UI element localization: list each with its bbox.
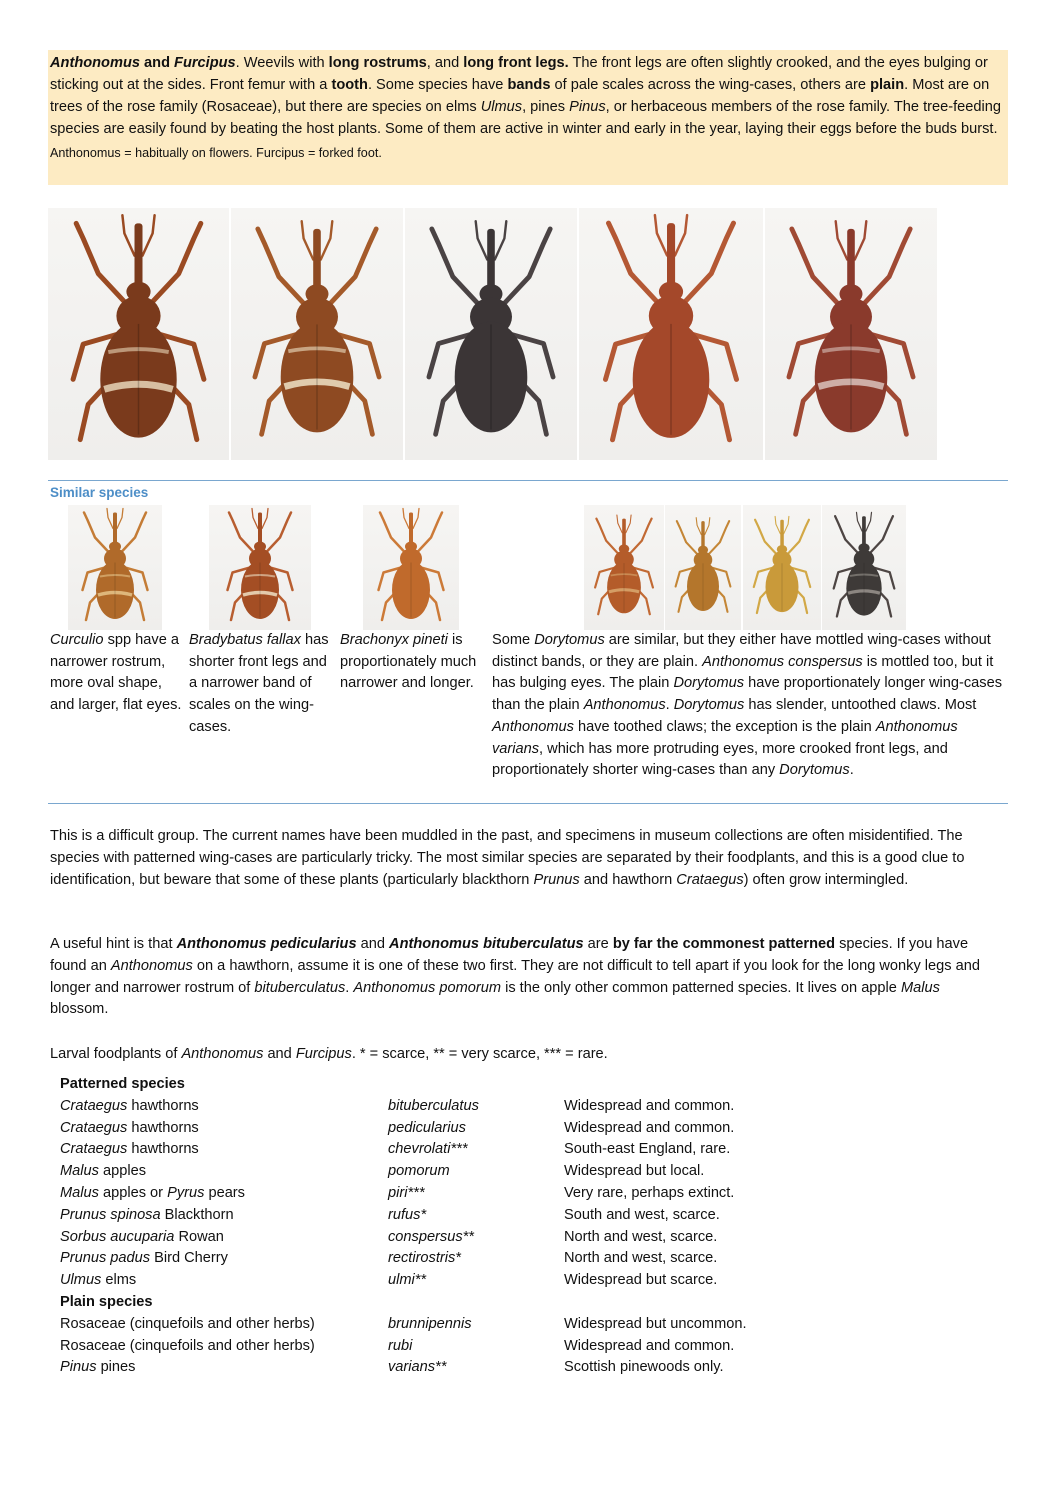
similar-species-heading: Similar species	[50, 485, 149, 500]
species-cell: ulmi**	[388, 1272, 427, 1289]
plain-rows	[60, 1314, 747, 1379]
status-cell: Widespread but scarce.	[564, 1272, 718, 1289]
caption-brachonyx: Brachonyx pineti is proportionately much narrower and longer.	[340, 632, 477, 692]
status-cell: North and west, scarce.	[564, 1250, 718, 1267]
caption-dorytomus: Some Dorytomus are similar, but they either have mottled wing-cases without distinct bands, or they are plain. Anthonomus conspersus is mottled too, but it has bulging eyes. The plain Dorytomus have proportionately longer wing-cases than the plain Anthonomus. Dorytomus has slender, untoothed claws. Most Anthonomus have toothed claws; the exception is the plain Anthonomus varians, which has more protruding eyes, more crooked front legs, and proportionately shorter wing-cases than any Dorytomus.	[492, 632, 1003, 779]
species-cell: pedicularius	[388, 1119, 466, 1136]
patterned-rows	[60, 1096, 735, 1292]
curculio-photo	[68, 505, 162, 630]
status-cell: Widespread but local.	[564, 1163, 705, 1180]
section-divider-bottom	[48, 803, 1008, 804]
status-cell: South and west, scarce.	[564, 1206, 720, 1223]
table-row	[60, 1205, 720, 1227]
status-cell: South-east England, rare.	[564, 1141, 731, 1158]
status-cell: Widespread but uncommon.	[564, 1315, 747, 1332]
species-cell: rectirostris*	[388, 1250, 461, 1267]
difficulty-paragraph: This is a difficult group. The current names have been muddled in the past, and specimens in museum collections are often misidentified. The species with patterned wing-cases are particularly tricky. The most similar species are separated by their foodplants, and this is a good clue to identification, but beware that some of these plants (particularly blackthorn Prunus and hawthorn Crataegus) often grow intermingled.	[50, 828, 965, 888]
foodplant-cell: Prunus padus Bird Cherry	[60, 1250, 228, 1267]
status-cell: Very rare, perhaps extinct.	[564, 1184, 735, 1201]
foodplant-cell: Malus apples	[60, 1163, 146, 1180]
species-cell: varians**	[388, 1359, 447, 1376]
table-row	[60, 1161, 705, 1183]
weevil-photo-2	[231, 208, 403, 460]
table-row	[60, 1248, 718, 1270]
foodplant-cell: Pinus pines	[60, 1359, 136, 1376]
caption-bradybatus: Bradybatus fallax has shorter front legs and a narrower band of scales on the wing-cases.	[189, 632, 329, 735]
foodplant-table	[60, 1074, 747, 1379]
species-cell: pomorum	[388, 1163, 450, 1180]
table-row	[60, 1183, 735, 1205]
table-row	[60, 1314, 747, 1336]
foodplant-cell: Rosaceae (cinquefoils and other herbs)	[60, 1315, 315, 1332]
caption-curculio: Curculio spp have a narrower rostrum, more oval shape, and larger, flat eyes.	[50, 632, 182, 714]
weevil-photo-1	[48, 208, 229, 460]
status-cell: Widespread and common.	[564, 1337, 735, 1354]
weevil-photo-3	[405, 208, 577, 460]
foodplant-cell: Sorbus aucuparia Rowan	[60, 1228, 224, 1245]
dorytomus-photo-3	[743, 505, 821, 630]
status-cell: Scottish pinewoods only.	[564, 1359, 724, 1376]
section-divider-top	[48, 480, 1008, 481]
status-cell: Widespread and common.	[564, 1119, 735, 1136]
foodplant-cell: Crataegus hawthorns	[60, 1097, 199, 1114]
status-cell: North and west, scarce.	[564, 1228, 718, 1245]
brachonyx-photo	[363, 505, 459, 630]
species-cell: conspersus**	[388, 1228, 474, 1245]
etymology-note: Anthonomus = habitually on flowers. Furcipus = forked foot.	[50, 146, 382, 160]
dorytomus-photo-4	[822, 505, 906, 630]
species-cell: brunnipennis	[388, 1315, 472, 1332]
patterned-species-heading: Patterned species	[60, 1076, 185, 1092]
foodplant-cell: Ulmus elms	[60, 1272, 137, 1289]
foodplant-cell: Rosaceae (cinquefoils and other herbs)	[60, 1337, 315, 1354]
foodplant-cell: Prunus spinosa Blackthorn	[60, 1206, 234, 1223]
plain-species-heading: Plain species	[60, 1293, 153, 1310]
species-cell: chevrolati***	[388, 1141, 468, 1158]
table-row	[60, 1139, 731, 1161]
dorytomus-photo-2	[665, 505, 741, 630]
species-cell: rufus*	[388, 1206, 427, 1223]
table-row	[60, 1336, 735, 1358]
bradybatus-photo	[209, 505, 311, 630]
intro-box	[48, 50, 1008, 185]
intro-paragraph: Anthonomus and Furcipus. Weevils with long rostrums, and long front legs. The front legs are often slightly crooked, and the eyes bulging or sticking out at the sides. Front femur with a tooth. Some species have bands of pale scales across the wing-cases, others are plain. Most are on trees of the rose family (Rosaceae), but there are species on elms Ulmus, pines Pinus, or herbaceous members of the rose family. The tree-feeding species are easily found by beating the host plants. Some of them are active in winter and early in the year, laying their eggs before the buds burst.	[50, 55, 1001, 137]
table-row	[60, 1270, 718, 1292]
table-row	[60, 1357, 724, 1379]
species-cell: rubi	[388, 1337, 413, 1354]
dorytomus-photo-1	[584, 505, 664, 630]
table-row	[60, 1118, 735, 1140]
foodplants-intro: Larval foodplants of Anthonomus and Furcipus. * = scarce, ** = very scarce, *** = rare.	[50, 1046, 608, 1062]
foodplant-cell: Crataegus hawthorns	[60, 1119, 199, 1136]
table-row	[60, 1227, 718, 1249]
table-row	[60, 1096, 735, 1118]
species-cell: bituberculatus	[388, 1097, 479, 1114]
species-cell: piri***	[388, 1184, 425, 1201]
hint-paragraph: A useful hint is that Anthonomus pedicularius and Anthonomus bituberculatus are by far the commonest patterned species. If you have found an Anthonomus on a hawthorn, assume it is one of these two first. They are not difficult to tell apart if you look for the long wonky legs and longer and narrower rostrum of bituberculatus. Anthonomus pomorum is the only other common patterned species. It lives on apple Malus blossom.	[50, 936, 980, 1018]
status-cell: Widespread and common.	[564, 1097, 735, 1114]
foodplant-cell: Crataegus hawthorns	[60, 1141, 199, 1158]
foodplant-cell: Malus apples or Pyrus pears	[60, 1184, 245, 1201]
weevil-photo-5	[765, 208, 937, 460]
weevil-photo-4	[579, 208, 763, 460]
